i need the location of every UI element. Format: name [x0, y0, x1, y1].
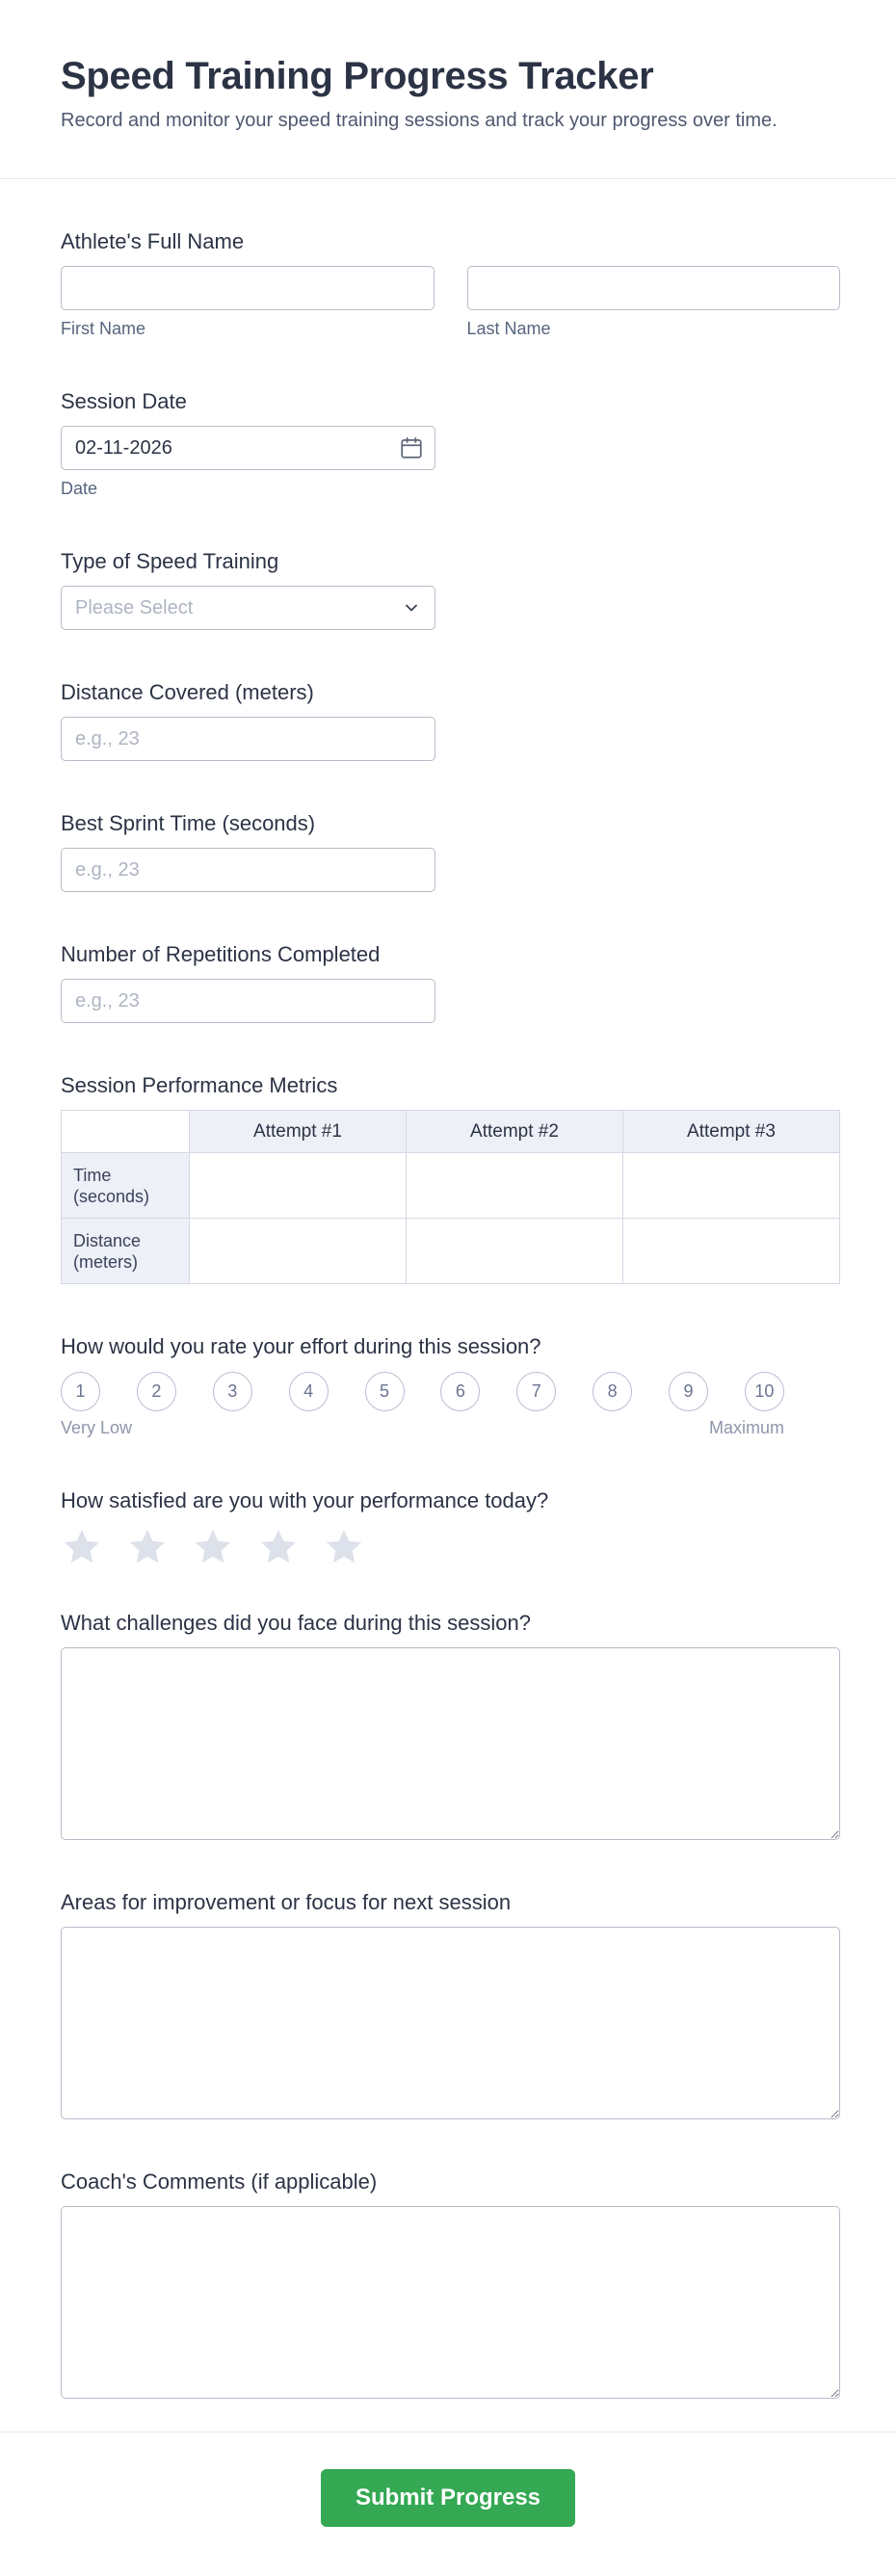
last-name-input[interactable]	[467, 266, 841, 310]
metrics-corner-cell	[62, 1111, 190, 1153]
field-satisfaction	[61, 1488, 840, 1568]
metrics-cell-time-attempt1[interactable]	[190, 1153, 407, 1219]
session-date-label: Session Date	[61, 389, 187, 413]
challenges-textarea[interactable]	[61, 1647, 840, 1840]
metrics-cell-distance-attempt2[interactable]	[407, 1219, 623, 1284]
effort-scale-option-3[interactable]: 3	[213, 1372, 252, 1411]
improvements-textarea[interactable]	[61, 1927, 840, 2119]
metrics-col-header: Attempt #1	[190, 1111, 407, 1153]
full-name-row	[61, 266, 840, 339]
metrics-row-header: Time (seconds)	[62, 1153, 190, 1219]
metrics-row-header: Distance (meters)	[62, 1219, 190, 1284]
field-session-date	[61, 389, 840, 499]
improvements-label: Areas for improvement or focus for next session	[61, 1890, 512, 1914]
best-sprint-time-label: Best Sprint Time (seconds)	[61, 811, 316, 835]
distance-input[interactable]	[61, 717, 435, 761]
metrics-cell-distance-attempt3[interactable]	[623, 1219, 840, 1284]
star-icon[interactable]	[257, 1526, 300, 1568]
training-type-selected-value: Please Select	[75, 596, 194, 618]
star-icon[interactable]	[192, 1526, 234, 1568]
field-improvements	[61, 1890, 840, 2119]
effort-scale-option-8[interactable]: 8	[593, 1372, 632, 1411]
metrics-cell-distance-attempt1[interactable]	[190, 1219, 407, 1284]
effort-scale-option-2[interactable]: 2	[137, 1372, 176, 1411]
calendar-icon[interactable]	[399, 435, 424, 460]
metrics-row-time	[62, 1153, 840, 1219]
form-title: Speed Training Progress Tracker	[61, 55, 654, 97]
field-repetitions	[61, 942, 840, 1023]
training-type-label: Type of Speed Training	[61, 549, 279, 573]
distance-label: Distance Covered (meters)	[61, 680, 314, 704]
effort-scale-option-5[interactable]: 5	[365, 1372, 405, 1411]
form-body	[0, 179, 896, 2399]
full-name-label: Athlete's Full Name	[61, 229, 245, 253]
star-rating	[61, 1526, 840, 1568]
effort-scale-min-label: Very Low	[61, 1418, 133, 1437]
effort-scale-option-7[interactable]: 7	[516, 1372, 556, 1411]
field-full-name	[61, 229, 840, 339]
session-date-sublabel: Date	[61, 479, 98, 498]
form-subtitle: Record and monitor your speed training sessions and track your progress over time.	[61, 110, 777, 131]
effort-scale-option-4[interactable]: 4	[289, 1372, 329, 1411]
submit-button[interactable]: Submit Progress	[321, 2469, 575, 2527]
field-coach-comments	[61, 2169, 840, 2399]
last-name-col	[467, 266, 841, 339]
metrics-row-distance	[62, 1219, 840, 1284]
metrics-header-row	[62, 1111, 840, 1153]
form-footer	[0, 2431, 896, 2573]
chevron-down-icon	[402, 598, 421, 618]
effort-scale	[61, 1372, 784, 1438]
metrics-cell-time-attempt2[interactable]	[407, 1153, 623, 1219]
field-effort-scale	[61, 1334, 840, 1438]
challenges-label: What challenges did you face during this session?	[61, 1611, 531, 1635]
effort-scale-option-1[interactable]: 1	[61, 1372, 100, 1411]
star-icon[interactable]	[61, 1526, 103, 1568]
metrics-col-header: Attempt #2	[407, 1111, 623, 1153]
first-name-sublabel: First Name	[61, 319, 146, 338]
form-header	[0, 0, 896, 179]
first-name-input[interactable]	[61, 266, 435, 310]
metrics-cell-time-attempt3[interactable]	[623, 1153, 840, 1219]
effort-scale-option-10[interactable]: 10	[745, 1372, 784, 1411]
effort-scale-max-label: Maximum	[708, 1418, 784, 1437]
best-sprint-time-input[interactable]	[61, 848, 435, 892]
metrics-table-label: Session Performance Metrics	[61, 1073, 338, 1097]
training-type-select[interactable]	[61, 586, 435, 630]
last-name-sublabel: Last Name	[466, 319, 551, 338]
metrics-table	[61, 1110, 840, 1284]
satisfaction-label: How satisfied are you with your performance today?	[61, 1488, 549, 1512]
field-challenges	[61, 1611, 840, 1840]
repetitions-label: Number of Repetitions Completed	[61, 942, 381, 966]
star-icon[interactable]	[126, 1526, 169, 1568]
session-date-input[interactable]	[61, 426, 435, 470]
field-distance	[61, 680, 840, 761]
field-training-type	[61, 549, 840, 630]
repetitions-input[interactable]	[61, 979, 435, 1023]
effort-scale-options	[61, 1372, 784, 1411]
effort-scale-label: How would you rate your effort during this session?	[61, 1334, 541, 1358]
field-best-sprint-time	[61, 811, 840, 892]
first-name-col	[61, 266, 435, 339]
star-icon[interactable]	[323, 1526, 365, 1568]
effort-scale-endpoint-labels	[61, 1418, 784, 1438]
field-metrics-table	[61, 1073, 840, 1284]
effort-scale-option-6[interactable]: 6	[440, 1372, 480, 1411]
effort-scale-option-9[interactable]: 9	[669, 1372, 708, 1411]
coach-comments-label: Coach's Comments (if applicable)	[61, 2169, 378, 2194]
coach-comments-textarea[interactable]	[61, 2206, 840, 2399]
session-date-wrap	[61, 426, 435, 470]
metrics-col-header: Attempt #3	[623, 1111, 840, 1153]
